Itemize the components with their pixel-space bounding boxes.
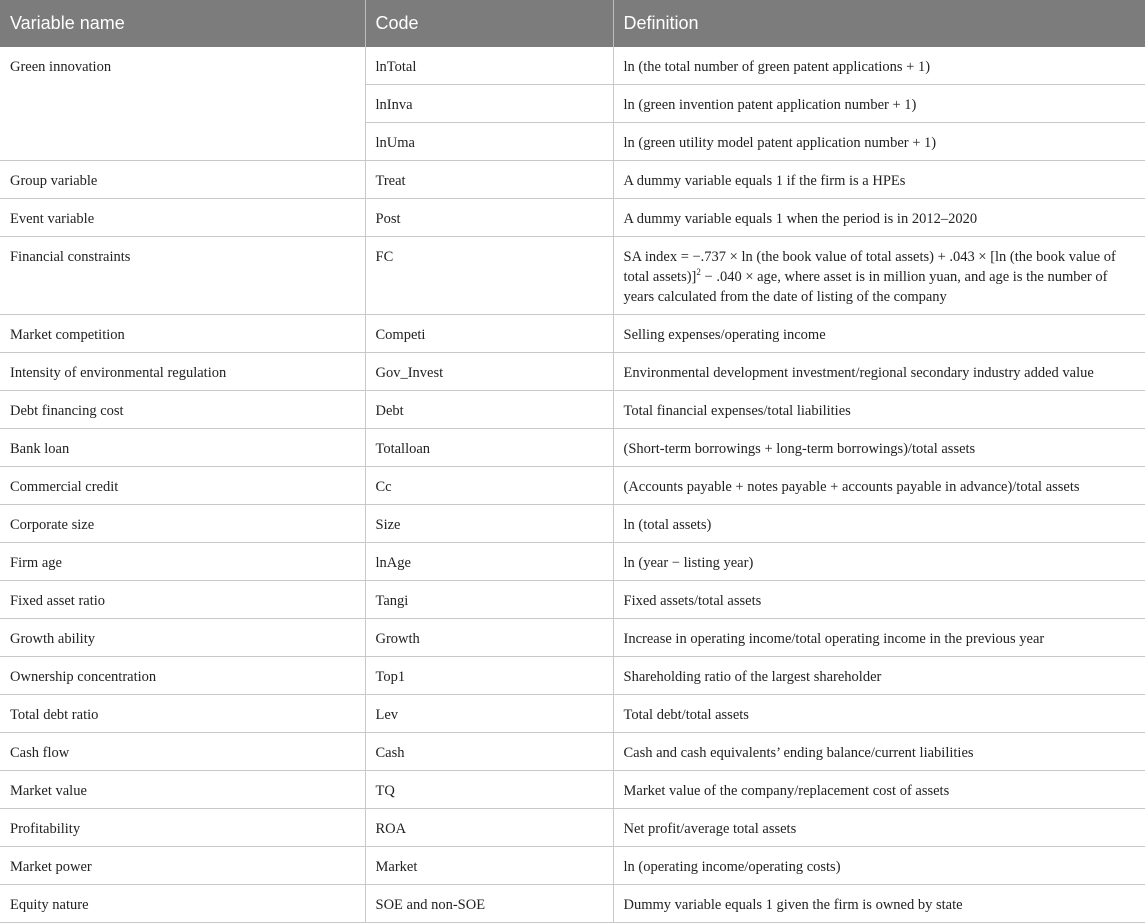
variable-name-cell: Green innovation <box>0 47 365 161</box>
variable-name-cell: Commercial credit <box>0 467 365 505</box>
code-cell: lnTotal <box>365 47 613 85</box>
table-row <box>0 543 1145 581</box>
header-code: Code <box>365 0 613 47</box>
variable-name-cell: Bank loan <box>0 429 365 467</box>
definition-cell <box>613 237 1145 315</box>
definition-cell: Dummy variable equals 1 given the firm is owned by state <box>613 885 1145 923</box>
variable-name-cell: Market value <box>0 771 365 809</box>
code-cell: Competi <box>365 315 613 353</box>
code-cell: Market <box>365 847 613 885</box>
variable-name-cell: Intensity of environmental regulation <box>0 353 365 391</box>
variable-name-cell: Total debt ratio <box>0 695 365 733</box>
table-header <box>0 0 1145 47</box>
variable-name-cell: Market power <box>0 847 365 885</box>
code-cell: lnInva <box>365 85 613 123</box>
header-variable-name: Variable name <box>0 0 365 47</box>
table-row <box>0 847 1145 885</box>
variable-name-cell: Growth ability <box>0 619 365 657</box>
definition-cell: Net profit/average total assets <box>613 809 1145 847</box>
definition-cell: Increase in operating income/total operating income in the previous year <box>613 619 1145 657</box>
code-cell: ROA <box>365 809 613 847</box>
code-cell: Treat <box>365 161 613 199</box>
header-definition: Definition <box>613 0 1145 47</box>
variable-name-cell: Financial constraints <box>0 237 365 315</box>
table-body <box>0 47 1145 923</box>
definition-cell: (Accounts payable + notes payable + accounts payable in advance)/total assets <box>613 467 1145 505</box>
definition-cell: Cash and cash equivalents’ ending balance/current liabilities <box>613 733 1145 771</box>
definition-cell: Total financial expenses/total liabilities <box>613 391 1145 429</box>
variable-name-cell: Cash flow <box>0 733 365 771</box>
code-cell: Post <box>365 199 613 237</box>
table-row <box>0 695 1145 733</box>
code-cell: Lev <box>365 695 613 733</box>
variable-name-cell: Event variable <box>0 199 365 237</box>
code-cell: Size <box>365 505 613 543</box>
code-cell: lnUma <box>365 123 613 161</box>
definition-cell: ln (green invention patent application number + 1) <box>613 85 1145 123</box>
table-row <box>0 161 1145 199</box>
code-cell: SOE and non-SOE <box>365 885 613 923</box>
table-row <box>0 771 1145 809</box>
table-row <box>0 619 1145 657</box>
code-cell: Totalloan <box>365 429 613 467</box>
table-row <box>0 809 1145 847</box>
definition-cell: A dummy variable equals 1 when the period is in 2012–2020 <box>613 199 1145 237</box>
definition-cell: A dummy variable equals 1 if the firm is a HPEs <box>613 161 1145 199</box>
definition-cell: Environmental development investment/regional secondary industry added value <box>613 353 1145 391</box>
definition-cell: ln (the total number of green patent applications + 1) <box>613 47 1145 85</box>
table-row <box>0 733 1145 771</box>
definition-text: − .040 × age, where asset is in million yuan, and age is the number of years calculated from the date of listing of the company <box>623 269 1108 305</box>
variable-name-cell: Firm age <box>0 543 365 581</box>
table-row <box>0 429 1145 467</box>
table-row <box>0 199 1145 237</box>
table-row <box>0 353 1145 391</box>
code-cell: Growth <box>365 619 613 657</box>
definition-cell: ln (green utility model patent application number + 1) <box>613 123 1145 161</box>
definition-text: SA index = −.737 × ln (the book value of total assets) + .043 × [ln (the book value of total assets)] <box>623 249 1116 285</box>
table-row <box>0 885 1145 923</box>
superscript: 2 <box>696 267 701 278</box>
code-cell: Gov_Invest <box>365 353 613 391</box>
definition-cell: Market value of the company/replacement cost of assets <box>613 771 1145 809</box>
code-cell: Top1 <box>365 657 613 695</box>
variable-name-cell: Group variable <box>0 161 365 199</box>
definition-cell: ln (operating income/operating costs) <box>613 847 1145 885</box>
variable-name-cell: Corporate size <box>0 505 365 543</box>
variable-name-cell: Profitability <box>0 809 365 847</box>
definition-cell: Selling expenses/operating income <box>613 315 1145 353</box>
code-cell: lnAge <box>365 543 613 581</box>
table-row <box>0 581 1145 619</box>
code-cell: Debt <box>365 391 613 429</box>
definition-cell: ln (total assets) <box>613 505 1145 543</box>
code-cell: FC <box>365 237 613 315</box>
header-row <box>0 0 1145 47</box>
code-cell: Cash <box>365 733 613 771</box>
variable-name-cell: Market competition <box>0 315 365 353</box>
variable-name-cell: Equity nature <box>0 885 365 923</box>
table-row <box>0 657 1145 695</box>
table-row <box>0 505 1145 543</box>
definition-cell: ln (year − listing year) <box>613 543 1145 581</box>
code-cell: TQ <box>365 771 613 809</box>
variable-name-cell: Fixed asset ratio <box>0 581 365 619</box>
table-row <box>0 315 1145 353</box>
definition-cell: (Short-term borrowings + long-term borrowings)/total assets <box>613 429 1145 467</box>
definition-cell: Total debt/total assets <box>613 695 1145 733</box>
table-row <box>0 391 1145 429</box>
code-cell: Tangi <box>365 581 613 619</box>
definition-cell: Fixed assets/total assets <box>613 581 1145 619</box>
table-row <box>0 467 1145 505</box>
definition-cell: Shareholding ratio of the largest shareholder <box>613 657 1145 695</box>
code-cell: Cc <box>365 467 613 505</box>
table-row <box>0 237 1145 315</box>
table-row <box>0 47 1145 85</box>
variable-name-cell: Ownership concentration <box>0 657 365 695</box>
variable-name-cell: Debt financing cost <box>0 391 365 429</box>
